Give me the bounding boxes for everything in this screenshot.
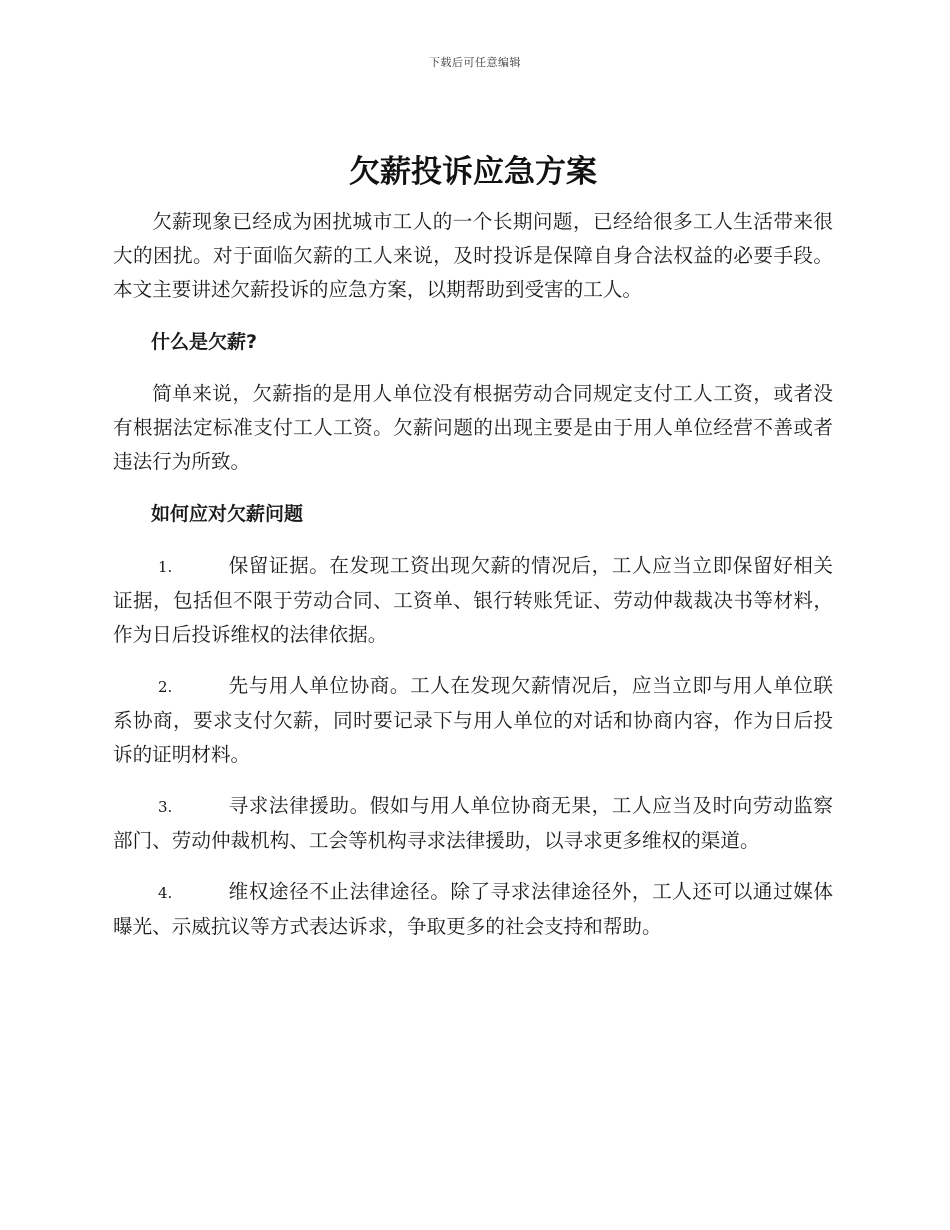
page-header: 下载后可任意编辑 bbox=[429, 56, 521, 69]
document-body bbox=[113, 145, 833, 944]
list-item bbox=[113, 669, 833, 772]
intro-paragraph: 欠薪现象已经成为困扰城市工人的一个长期问题，已经给很多工人生活带来很大的困扰。对于面临欠薪的工人来说，及时投诉是保障自身合法权益的必要手段。本文主要讲述欠薪投诉的应急方案，以期帮助到受害的工人。 bbox=[113, 210, 833, 301]
list-item-number: 4. bbox=[158, 884, 173, 902]
list-item bbox=[113, 875, 833, 944]
section-body-what-is: 简单来说，欠薪指的是用人单位没有根据劳动合同规定支付工人工资，或者没有根据法定标准支付工人工资。欠薪问题的出现主要是由于用人单位经营不善或者违法行为所致。 bbox=[113, 382, 833, 473]
list-item-text: 先与用人单位协商。工人在发现欠薪情况后，应当立即与用人单位联系协商，要求支付欠薪，同时要记录下与用人单位的对话和协商内容，作为日后投诉的证明材料。 bbox=[113, 674, 833, 766]
list-item-text: 维权途径不止法律途径。除了寻求法律途径外，工人还可以通过媒体曝光、示威抗议等方式表达诉求，争取更多的社会支持和帮助。 bbox=[113, 880, 833, 938]
list-item-text: 寻求法律援助。假如与用人单位协商无果，工人应当及时向劳动监察部门、劳动仲裁机构、工会等机构寻求法律援助，以寻求更多维权的渠道。 bbox=[113, 794, 833, 852]
section-heading-what-is: 什么是欠薪? bbox=[151, 331, 258, 353]
list-item bbox=[113, 549, 833, 652]
list-item bbox=[113, 789, 833, 858]
list-item-number: 3. bbox=[158, 798, 173, 816]
list-item-text: 保留证据。在发现工资出现欠薪的情况后，工人应当立即保留好相关证据，包括但不限于劳动合同、工资单、银行转账凭证、劳动仲裁裁决书等材料，作为日后投诉维权的法律依据。 bbox=[113, 554, 833, 646]
section-heading-how-to: 如何应对欠薪问题 bbox=[151, 503, 304, 525]
document-title: 欠薪投诉应急方案 bbox=[349, 154, 597, 190]
list-item-number: 2. bbox=[158, 678, 173, 696]
list-item-number: 1. bbox=[158, 558, 173, 576]
